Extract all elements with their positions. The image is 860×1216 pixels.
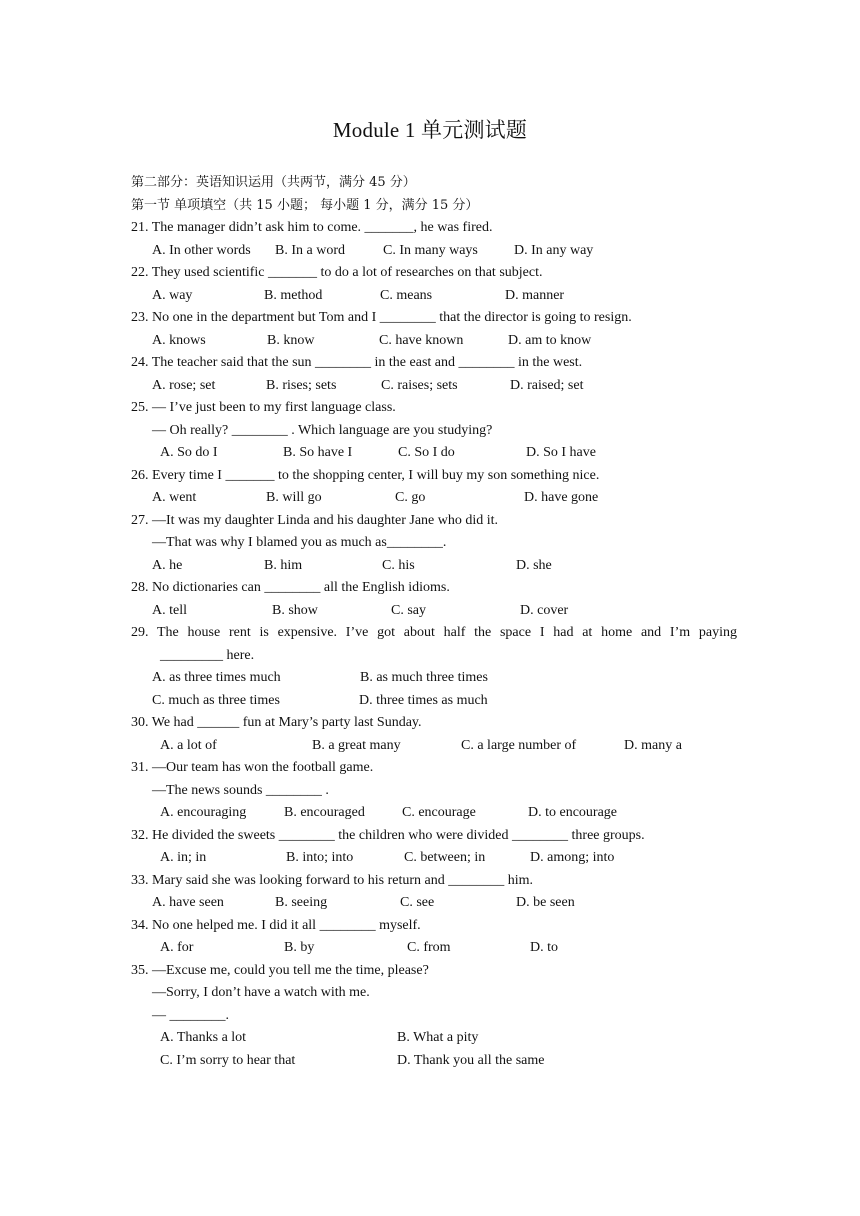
- options-row: [131, 555, 737, 578]
- question-item: [131, 217, 737, 262]
- question-stem: 24. The teacher said that the sun ________ in the east and ________ in the west.: [131, 355, 583, 370]
- question-item: [131, 307, 737, 352]
- question-line: —The news sounds ________ .: [152, 782, 329, 798]
- answer-option: A. way: [152, 287, 193, 303]
- answer-option: A. tell: [152, 602, 187, 618]
- answer-option: C. go: [395, 490, 426, 505]
- answer-option: A. encouraging: [160, 805, 247, 820]
- answer-option: B. into; into: [286, 850, 354, 865]
- options-row: [131, 600, 737, 623]
- question-stem: 26. Every time I _______ to the shopping center, I will buy my son something nice.: [131, 467, 600, 483]
- section-heading: 第一节 单项填空（共 15 小题； 每小题 1 分，满分 15 分）: [131, 197, 479, 213]
- answer-option: A. for: [160, 940, 194, 955]
- answer-option: C. much as three times: [152, 692, 280, 708]
- answer-option: A. rose; set: [152, 377, 216, 393]
- answer-option: D. raised; set: [510, 377, 584, 393]
- question-stem: 31. —Our team has won the football game.: [131, 760, 374, 775]
- answer-option: D. Thank you all the same: [397, 1052, 545, 1068]
- question-stem: 29. The house rent is expensive. I’ve got about half the space I had at home and I’m paying: [131, 625, 737, 640]
- question-stem: 34. No one helped me. I did it all ________ myself.: [131, 917, 421, 933]
- answer-option: D. have gone: [524, 490, 599, 505]
- answer-option: D. be seen: [516, 895, 575, 910]
- question-stem: 25. — I’ve just been to my first language class.: [131, 400, 396, 415]
- answer-option: B. So have I: [283, 445, 353, 460]
- question-item: [131, 510, 737, 578]
- answer-option: D. In any way: [514, 242, 594, 258]
- question-item: [131, 577, 737, 622]
- options-row: [131, 375, 737, 398]
- answer-option: D. among; into: [530, 850, 615, 865]
- answer-option: B. him: [264, 557, 303, 573]
- answer-option: B. method: [264, 287, 323, 303]
- answer-option: B. a great many: [312, 737, 401, 753]
- answer-option: D. to encourage: [528, 805, 618, 820]
- question-item: [131, 870, 737, 915]
- answer-option: A. Thanks a lot: [160, 1030, 247, 1045]
- question-stem: 22. They used scientific _______ to do a lot of researches on that subject.: [131, 265, 543, 280]
- answer-option: B. What a pity: [397, 1030, 479, 1045]
- options-row: [131, 1027, 737, 1050]
- answer-option: D. many a: [624, 737, 682, 753]
- question-item: [131, 397, 737, 465]
- question-item: [131, 825, 737, 870]
- answer-option: C. I’m sorry to hear that: [160, 1052, 296, 1068]
- answer-option: C. So I do: [398, 445, 455, 460]
- question-stem: 27. —It was my daughter Linda and his daughter Jane who did it.: [131, 512, 499, 528]
- answer-option: A. as three times much: [152, 670, 281, 685]
- answer-option: A. in; in: [160, 850, 207, 865]
- question-stem: 33. Mary said she was looking forward to his return and ________ him.: [131, 872, 534, 888]
- answer-option: D. cover: [520, 602, 569, 618]
- answer-option: C. raises; sets: [381, 377, 458, 393]
- options-row: [131, 442, 737, 465]
- question-stem: 32. He divided the sweets ________ the children who were divided ________ three groups.: [131, 827, 645, 843]
- answer-option: C. his: [382, 557, 415, 573]
- question-line: —That was why I blamed you as much as________.: [152, 535, 447, 550]
- options-row: [131, 892, 737, 915]
- question-list: [131, 217, 737, 1072]
- answer-option: A. have seen: [152, 895, 224, 910]
- options-row: [131, 240, 737, 263]
- page-title: Module 1 单元测试题: [332, 118, 528, 142]
- answer-option: B. know: [267, 332, 315, 348]
- answer-option: D. she: [516, 557, 552, 573]
- options-row: [131, 735, 737, 758]
- answer-option: A. knows: [152, 332, 206, 348]
- answer-option: D. to: [530, 940, 558, 955]
- answer-option: B. by: [284, 940, 315, 955]
- answer-option: A. So do I: [160, 445, 218, 460]
- answer-option: B. seeing: [275, 895, 328, 910]
- question-stem: 28. No dictionaries can ________ all the English idioms.: [131, 580, 450, 595]
- answer-option: B. will go: [266, 490, 322, 505]
- answer-option: B. show: [272, 602, 318, 618]
- answer-option: C. have known: [379, 332, 464, 348]
- question-item: [131, 622, 737, 712]
- answer-option: A. he: [152, 557, 183, 573]
- question-item: [131, 262, 737, 307]
- answer-option: B. encouraged: [284, 805, 365, 820]
- question-item: [131, 465, 737, 510]
- part-heading: 第二部分：英语知识运用（共两节，满分 45 分）: [131, 175, 416, 190]
- question-stem: 21. The manager didn’t ask him to come. _______, he was fired.: [131, 220, 493, 235]
- question-line: — ________.: [152, 1007, 229, 1023]
- answer-option: C. encourage: [402, 805, 476, 820]
- options-row: [131, 667, 737, 690]
- question-item: [131, 960, 737, 1073]
- answer-option: C. between; in: [404, 850, 486, 865]
- question-stem: 35. —Excuse me, could you tell me the time, please?: [131, 962, 429, 978]
- answer-option: C. a large number of: [461, 737, 577, 753]
- answer-option: B. In a word: [275, 242, 345, 258]
- options-row: [131, 802, 737, 825]
- question-line: — Oh really? ________ . Which language are you studying?: [152, 422, 493, 438]
- options-row: [131, 690, 737, 713]
- answer-option: A. went: [152, 490, 197, 505]
- answer-option: C. from: [407, 940, 451, 955]
- answer-option: D. three times as much: [359, 692, 488, 708]
- options-row: [131, 1050, 737, 1073]
- answer-option: D. So I have: [526, 445, 596, 460]
- options-row: [131, 285, 737, 308]
- question-content: [131, 172, 737, 1072]
- question-item: [131, 352, 737, 397]
- answer-option: A. In other words: [152, 242, 251, 258]
- answer-option: C. In many ways: [383, 242, 478, 258]
- question-item: [131, 757, 737, 825]
- question-stem: 23. No one in the department but Tom and I ________ that the director is going to resign.: [131, 310, 632, 325]
- answer-option: B. as much three times: [360, 670, 488, 685]
- question-item: [131, 915, 737, 960]
- answer-option: C. see: [400, 895, 435, 910]
- options-row: [131, 937, 737, 960]
- answer-option: B. rises; sets: [266, 377, 337, 393]
- question-item: [131, 712, 737, 757]
- question-line: _________ here.: [160, 647, 255, 663]
- options-row: [131, 487, 737, 510]
- options-row: [131, 847, 737, 870]
- answer-option: C. means: [380, 287, 433, 303]
- answer-option: D. am to know: [508, 332, 592, 348]
- answer-option: A. a lot of: [160, 737, 217, 753]
- question-stem: 30. We had ______ fun at Mary’s party last Sunday.: [131, 715, 422, 730]
- answer-option: D. manner: [505, 287, 565, 303]
- options-row: [131, 330, 737, 353]
- question-line: —Sorry, I don’t have a watch with me.: [152, 985, 370, 1000]
- answer-option: C. say: [391, 602, 426, 618]
